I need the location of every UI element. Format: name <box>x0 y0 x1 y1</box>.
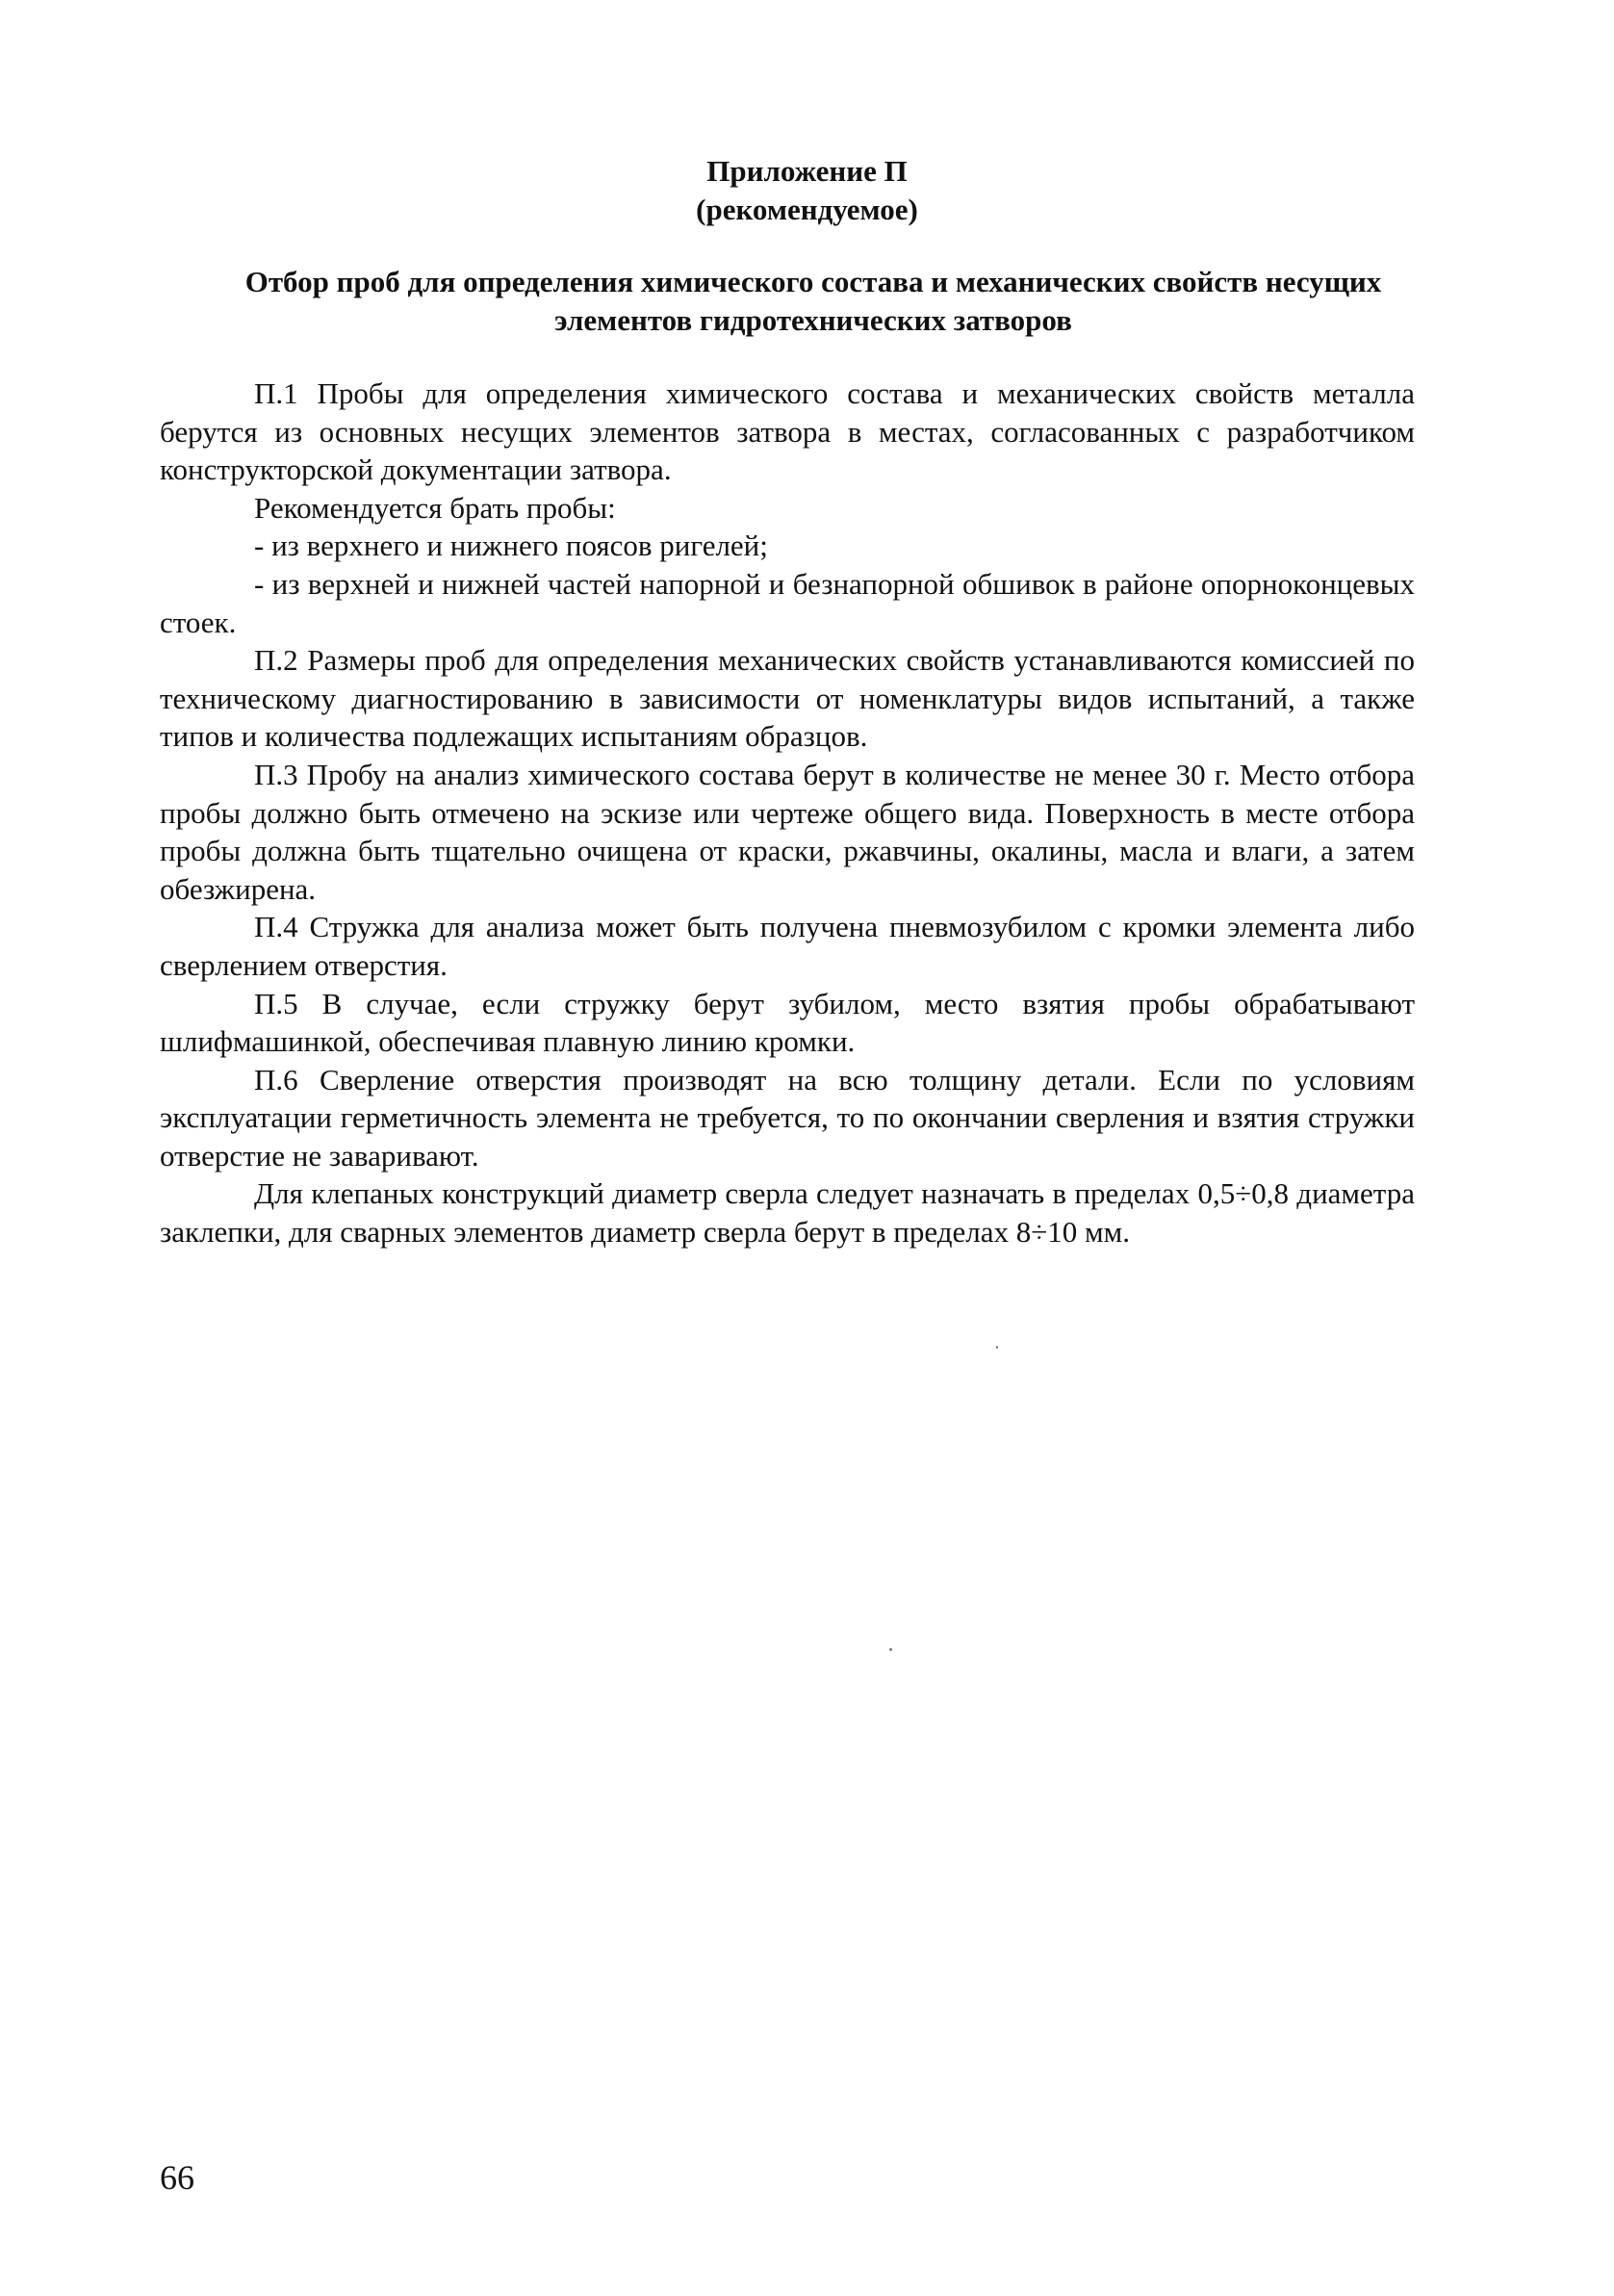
paragraph-p5: П.5 В случае, если стружку берут зубилом, место взятия пробы обрабатывают шлифмашинкой, обеспечивая плавную линию кромки. <box>160 986 1415 1059</box>
paragraph-p2: П.2 Размеры проб для определения механических свойств устанавливаются комиссией по техническому диагностированию в зависимости от номенклатуры видов испытаний, а также типов и количества подлежащих испытаниям образцов. <box>160 643 1415 754</box>
paragraph-recommendation: Рекомендуется брать пробы: <box>254 490 616 525</box>
appendix-status: (рекомендуемое) <box>696 193 918 226</box>
appendix-title: Приложение П <box>706 154 908 188</box>
page-number: 66 <box>160 2158 194 2197</box>
section-title: Отбор проб для определения химического состава и механических свойств несущих элементов гидротехнических затворов <box>244 265 1382 337</box>
list-item: - из верхней и нижней частей напорной и безнапорной обшивок в районе опорноконцевых стоек. <box>160 566 1415 639</box>
paragraph-drill-diameter: Для клепаных конструкций диаметр сверла следует назначать в пределах 0,5÷0,8 диаметра заклепки, для сварных элементов диаметр сверла берут в пределах 8÷10 мм. <box>160 1176 1415 1250</box>
list-item: - из верхнего и нижнего поясов ригелей; <box>254 529 768 563</box>
body-text <box>160 374 1415 1251</box>
scan-speck <box>996 1346 998 1349</box>
paragraph-p3: П.3 Пробу на анализ химического состава берут в количестве не менее 30 г. Место отбора пробы должно быть отмечено на эскизе или чертеже общего вида. Поверхность в месте отбора пробы должна быть тщательно очищена от краски, ржавчины, окалины, масла и влаги, а затем обезжирена. <box>160 757 1415 906</box>
appendix-header <box>0 152 1614 229</box>
paragraph-p1: П.1 Пробы для определения химического состава и механических свойств металла берутся из основных несущих элементов затвора в местах, согласованных с разработчиком конструкторской документации затвора. <box>160 376 1415 487</box>
paragraph-p6: П.6 Сверление отверстия производят на всю толщину детали. Если по условиям эксплуатации герметичность элемента не требуется, то по окончании сверления и взятия стружки отверстие не заваривают. <box>160 1062 1415 1173</box>
scan-speck <box>889 1648 892 1651</box>
paragraph-p4: П.4 Стружка для анализа может быть получена пневмозубилом с кромки элемента либо сверлением отверстия. <box>160 910 1415 982</box>
